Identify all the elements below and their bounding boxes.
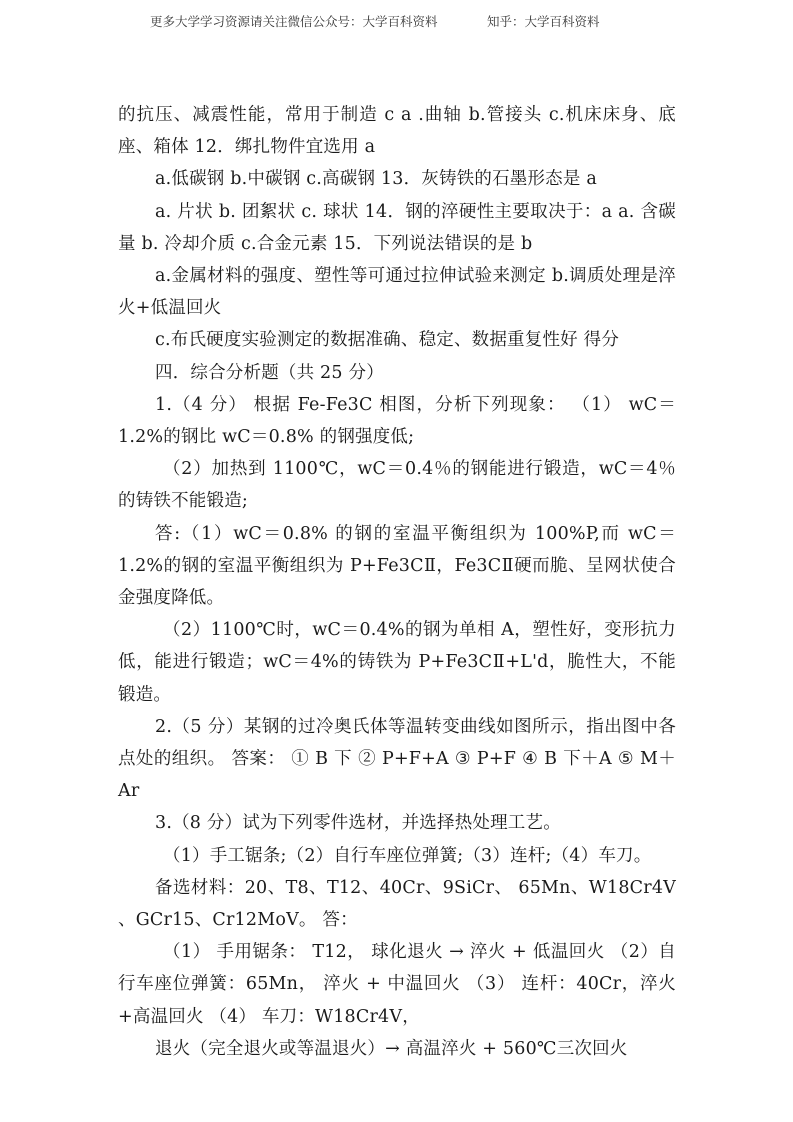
section-heading: 四．综合分析题（共 25 分） <box>155 362 384 383</box>
paragraph: c.布氏硬度实验测定的数据准确、稳定、数据重复性好 得分 <box>155 330 620 351</box>
document-body <box>118 99 676 1065</box>
paragraph: （2）加热到 1100℃，wC＝0.4％的钢能进行锻造，wC＝4％的铸铁不能锻造; <box>118 459 676 512</box>
paragraph: a. 片状 b. 团絮状 c. 球状 14．钢的淬硬性主要取决于：a a. 含碳量 b. 冷却介质 c.合金元素 15．下列说法错误的是 b <box>118 201 676 254</box>
header-zhihu-notice: 知乎：大学百科资料 <box>487 14 600 29</box>
paragraph: 的抗压、减震性能，常用于制造 c a .曲轴 b.管接头 c.机床床身、底座、箱体 12．绑扎物件宜选用 a <box>118 105 676 158</box>
paragraph: 退火（完全退火或等温退火）→ 高温淬火 + 560℃三次回火 <box>155 1038 628 1059</box>
question-3: 3.（8 分）试为下列零件选材，并选择热处理工艺。 <box>155 813 561 834</box>
question-2: 2.（5 分）某钢的过冷奥氏体等温转变曲线如图所示，指出图中各点处的组织。 答案： ① B 下 ② P+F+A ③ P+F ④ B 下＋A ⑤ M＋Ar <box>118 716 676 802</box>
paragraph: 备选材料：20、T8、T12、40Cr、9SiCr、 65Mn、W18Cr4V 、GCr15、Cr12MoV。 答： <box>118 877 676 931</box>
answer-1: 答:（1）wC＝0.8% 的钢的室温平衡组织为 100%P,而 wC＝1.2%的钢的室温平衡组织为 P+Fe3CⅡ，Fe3CⅡ硬而脆、呈网状使合金强度降低。 <box>118 523 676 609</box>
paragraph: a.金属材料的强度、塑性等可通过拉伸试验来测定 b.调质处理是淬火+低温回火 <box>118 266 676 319</box>
paragraph: （2）1100℃时，wC＝0.4%的钢为单相 A，塑性好，变形抗力低，能进行锻造；wC＝4%的铸铁为 P+Fe3CⅡ+L'd，脆性大，不能锻造。 <box>118 620 676 705</box>
question-1: 1.（4 分） 根据 Fe-Fe3C 相图，分析下列现象： （1） wC＝1.2%的钢比 wC＝0.8% 的钢强度低; <box>118 394 676 448</box>
paragraph: （1）手工锯条;（2）自行车座位弹簧;（3）连杆;（4）车刀。 <box>163 845 652 866</box>
paragraph: a.低碳钢 b.中碳钢 c.高碳钢 13．灰铸铁的石墨形态是 a <box>155 169 597 190</box>
answer-3: （1） 手用锯条： T12， 球化退火 → 淬火 + 低温回火 （2）自行车座位弹簧：65Mn， 淬火 + 中温回火 （3） 连杆：40Cr，淬火+高温回火 （4） 车刀：W18Cr4V， <box>118 942 676 1027</box>
header-wechat-notice: 更多大学学习资源请关注微信公众号：大学百科资料 <box>150 14 438 29</box>
